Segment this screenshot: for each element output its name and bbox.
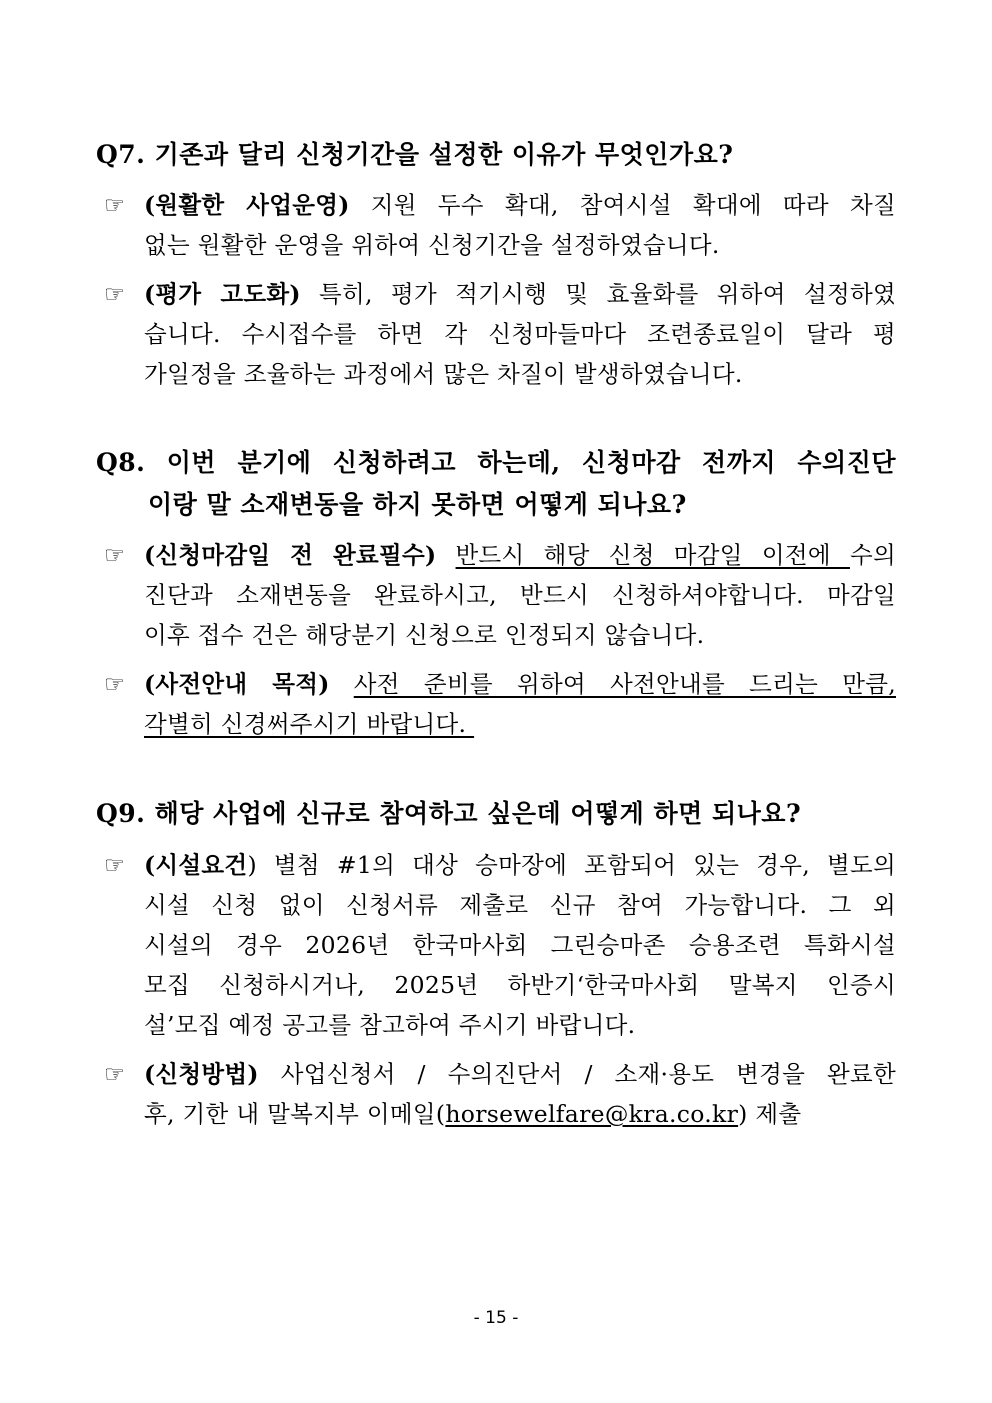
answer-line: (원활한 사업운영) 지원 두수 확대, 참여시설 확대에 따라 차질 <box>144 191 896 219</box>
q7-question <box>96 134 896 176</box>
q7-answer-2 <box>104 274 896 394</box>
pointing-hand-icon: ☞ <box>104 280 126 308</box>
q8-answer-1 <box>104 535 896 655</box>
underlined-text: 각별히 신경써주시기 바랍니다. <box>144 710 475 738</box>
answer-line: 후, 기한 내 말복지부 이메일(horsewelfare@kra.co.kr) 제출 <box>144 1100 802 1128</box>
q9-question <box>96 793 896 835</box>
answer-line <box>104 704 896 744</box>
answer-line: 설’모집 예정 공고를 참고하여 주시기 바랍니다. <box>144 1011 636 1039</box>
email-link[interactable]: horsewelfare@kra.co.kr <box>445 1100 739 1128</box>
pointing-hand-icon: ☞ <box>104 670 126 698</box>
answer-heading: (신청마감일 전 완료필수) <box>144 541 437 569</box>
answer-line: 습니다. 수시접수를 하면 각 신청마들마다 조련종료일이 달라 평 <box>144 320 896 348</box>
q9-answer-1 <box>104 845 896 1045</box>
answer-heading: (평가 고도화) <box>144 280 301 308</box>
underlined-text: 사전 준비를 위하여 사전안내를 드리는 만큼, <box>353 670 896 698</box>
q9-title: Q9. 해당 사업에 신규로 참여하고 싶은데 어떻게 하면 되나요? <box>96 799 802 828</box>
pointing-hand-icon: ☞ <box>104 541 126 569</box>
q8-title-line1: Q8. 이번 분기에 신청하려고 하는데, 신청마감 전까지 수의진단 <box>96 448 896 477</box>
answer-line: 이후 접수 건은 해당분기 신청으로 인정되지 않습니다. <box>144 621 705 649</box>
answer-heading: (사전안내 목적) <box>144 670 330 698</box>
answer-line: 시설 신청 없이 신청서류 제출로 신규 참여 가능합니다. 그 외 <box>144 891 896 919</box>
answer-line: (시설요건) 별첨 #1의 대상 승마장에 포함되어 있는 경우, 별도의 <box>144 851 896 879</box>
answer-line: 가일정을 조율하는 과정에서 많은 차질이 발생하였습니다. <box>144 360 743 388</box>
answer-line <box>144 664 896 704</box>
pointing-hand-icon: ☞ <box>104 191 126 219</box>
q8-question <box>96 442 896 526</box>
answer-line: 시설의 경우 2026년 한국마사회 그린승마존 승용조련 특화시설 <box>144 931 896 959</box>
q8-answer-2 <box>104 664 896 744</box>
answer-line: (평가 고도화) 특히, 평가 적기시행 및 효율화를 위하여 설정하였 <box>144 280 896 308</box>
pointing-hand-icon: ☞ <box>104 1060 126 1088</box>
q9-answer-2 <box>104 1054 896 1134</box>
answer-heading: (신청방법) <box>144 1060 259 1088</box>
pointing-hand-icon: ☞ <box>104 851 126 879</box>
answer-line: 진단과 소재변동을 완료하시고, 반드시 신청하셔야합니다. 마감일 <box>144 581 896 609</box>
answer-heading: (시설요건 <box>144 851 248 879</box>
answer-line: 없는 원활한 운영을 위하여 신청기간을 설정하였습니다. <box>144 231 720 259</box>
answer-line: (신청방법) 사업신청서 / 수의진단서 / 소재·용도 변경을 완료한 <box>144 1060 896 1088</box>
answer-line: (신청마감일 전 완료필수) 반드시 해당 신청 마감일 이전에 수의 <box>144 541 896 569</box>
q8-title-line2: 이랑 말 소재변동을 하지 못하면 어떻게 되나요? <box>148 490 687 519</box>
q7-answer-1 <box>104 185 896 265</box>
underlined-text: 반드시 해당 신청 마감일 이전에 <box>455 541 850 569</box>
q7-title: Q7. 기존과 달리 신청기간을 설정한 이유가 무엇인가요? <box>96 140 734 169</box>
answer-heading: (원활한 사업운영) <box>144 191 350 219</box>
page-number: - 15 - <box>473 1308 519 1328</box>
answer-line: 모집 신청하시거나, 2025년 하반기‘한국마사회 말복지 인증시 <box>144 971 896 999</box>
